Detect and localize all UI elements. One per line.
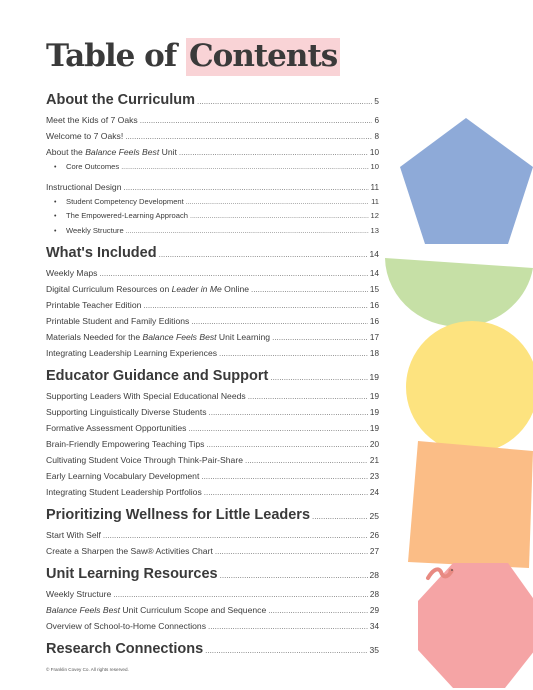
- toc-entry[interactable]: [46, 420, 379, 436]
- toc-entry-label: Instructional Design: [46, 181, 122, 192]
- toc-entry-label: Start With Self: [46, 530, 101, 540]
- page-number: 19: [369, 392, 379, 401]
- page-number: 11: [370, 182, 379, 192]
- dot-leader: [215, 544, 368, 560]
- toc-section-heading-label: About the Curriculum: [46, 92, 196, 108]
- toc-entry[interactable]: [46, 388, 379, 404]
- toc-entry[interactable]: [46, 543, 379, 559]
- toc-entry-label: Weekly Maps: [46, 268, 98, 278]
- toc-entry-label: Supporting Leaders With Special Educational Needs: [46, 391, 246, 401]
- toc-section-heading[interactable]: [46, 641, 379, 661]
- dot-leader: [143, 298, 368, 314]
- toc-subentry[interactable]: [46, 195, 379, 210]
- page-number: 14: [369, 249, 379, 259]
- bullet-icon: •: [54, 213, 57, 220]
- pink-octagon-shape: [418, 563, 533, 688]
- dot-leader: [268, 603, 368, 619]
- toc-section-heading-label: Unit Learning Resources: [46, 566, 218, 582]
- dot-leader: [103, 528, 368, 544]
- toc-entry-label: Materials Needed for the Balance Feels Best Unit Learning: [46, 332, 271, 342]
- page-number: 5: [374, 96, 379, 106]
- dot-leader: [251, 282, 368, 298]
- bullet-icon: •: [54, 198, 57, 206]
- worm-character: [428, 568, 454, 578]
- toc-entry-label: Printable Student and Family Editions: [46, 316, 190, 326]
- page-number: 24: [369, 488, 379, 497]
- page-number: 16: [369, 317, 379, 326]
- toc-entry[interactable]: [46, 436, 379, 452]
- toc-entry[interactable]: [46, 179, 379, 195]
- page-number: 17: [369, 333, 379, 342]
- toc-subentry-label: • Core Outcomes: [54, 160, 119, 176]
- toc-entry-label: Formative Assessment Opportunities: [46, 423, 187, 433]
- page-number: 19: [369, 372, 379, 382]
- page-number: 10: [369, 148, 379, 157]
- toc-entry[interactable]: [46, 329, 379, 345]
- page-number: 14: [369, 269, 379, 278]
- dot-leader: [208, 619, 368, 635]
- dot-leader: [209, 405, 368, 421]
- toc-section-heading[interactable]: [46, 507, 379, 527]
- title-highlight: Contents: [186, 38, 340, 76]
- toc-entry[interactable]: [46, 128, 379, 144]
- toc-entry-label: Brain-Friendly Empowering Teaching Tips: [46, 439, 205, 449]
- toc-section-heading-label: What's Included: [46, 245, 157, 261]
- toc-section-heading-label: Research Connections: [46, 641, 204, 657]
- dot-leader: [201, 469, 368, 485]
- toc-entry[interactable]: [46, 527, 379, 543]
- dot-leader: [113, 587, 368, 603]
- dot-leader: [140, 113, 373, 129]
- toc-entry[interactable]: [46, 144, 379, 160]
- page-number: 13: [370, 225, 379, 235]
- toc-subentry[interactable]: [46, 224, 379, 239]
- toc-entry[interactable]: [46, 452, 379, 468]
- page-number: 20: [369, 440, 379, 449]
- toc-entry-label: Digital Curriculum Resources on Leader in Me Online: [46, 284, 250, 294]
- toc-section-heading[interactable]: [46, 245, 379, 265]
- toc-entry[interactable]: [46, 618, 379, 634]
- toc-entry-label: Welcome to 7 Oaks!: [46, 131, 124, 141]
- dot-leader: [186, 196, 369, 211]
- page-number: 23: [369, 472, 379, 481]
- dot-leader: [191, 314, 368, 330]
- page-number: 34: [369, 622, 379, 631]
- page-number: 11: [371, 196, 379, 206]
- toc-entry[interactable]: [46, 484, 379, 500]
- green-half-circle-shape: [385, 258, 533, 327]
- toc-entry[interactable]: [46, 345, 379, 361]
- toc-entry[interactable]: [46, 602, 379, 618]
- yellow-circle-shape: [406, 321, 533, 453]
- toc-subentry[interactable]: [46, 160, 379, 175]
- page-number: 26: [369, 531, 379, 540]
- dot-leader: [179, 145, 368, 161]
- toc-entry-label: Supporting Linguistically Diverse Students: [46, 407, 207, 417]
- dot-leader: [205, 646, 367, 655]
- toc-section-heading-label: Prioritizing Wellness for Little Leaders: [46, 507, 311, 523]
- dot-leader: [272, 330, 368, 346]
- toc-entry-label: Weekly Structure: [46, 589, 112, 599]
- dot-leader: [125, 129, 372, 145]
- toc-entry[interactable]: [46, 313, 379, 329]
- toc-subentry-label: • Weekly Structure: [54, 224, 124, 240]
- dot-leader: [99, 266, 367, 282]
- toc-entry-label: Integrating Leadership Learning Experiences: [46, 348, 218, 358]
- title-prefix: Table of: [46, 38, 177, 74]
- dot-leader: [190, 210, 369, 225]
- dot-leader: [121, 161, 368, 176]
- dot-leader: [159, 250, 368, 259]
- toc-entry-label: Create a Sharpen the Saw® Activities Chart: [46, 546, 213, 556]
- page-number: 10: [370, 162, 379, 171]
- toc-entry[interactable]: [46, 297, 379, 313]
- toc-entry-label: Early Learning Vocabulary Development: [46, 471, 200, 481]
- bullet-icon: •: [54, 164, 57, 171]
- page-number: 18: [369, 349, 379, 358]
- page-number: 12: [370, 211, 379, 220]
- dot-leader: [220, 571, 368, 580]
- dot-leader: [248, 389, 368, 405]
- toc-entry[interactable]: [46, 112, 379, 128]
- dot-leader: [206, 437, 367, 453]
- orange-square-shape: [408, 441, 533, 568]
- toc-entry-label: Cultivating Student Voice Through Think-Pair-Share: [46, 455, 243, 465]
- toc-subentry-label: • The Empowered-Learning Approach: [54, 209, 188, 225]
- toc-entry[interactable]: [46, 265, 379, 281]
- page-number: 8: [374, 132, 379, 141]
- toc-subentry[interactable]: [46, 209, 379, 224]
- table-of-contents: [46, 92, 379, 661]
- page-number: 27: [369, 547, 379, 556]
- dot-leader: [219, 346, 368, 362]
- toc-entry-label: About the Balance Feels Best Unit: [46, 147, 177, 157]
- bullet-icon: •: [54, 227, 57, 235]
- toc-subentry-label: • Student Competency Development: [54, 195, 184, 211]
- toc-section-heading[interactable]: [46, 92, 379, 112]
- toc-entry-label: Balance Feels Best Unit Curriculum Scope and Sequence: [46, 605, 267, 615]
- page-number: 6: [374, 116, 379, 125]
- dot-leader: [245, 453, 368, 469]
- toc-entry-label: Overview of School-to-Home Connections: [46, 621, 207, 631]
- copyright-footer: © Franklin Covey Co. All rights reserved.: [46, 667, 129, 672]
- toc-entry-label: Meet the Kids of 7 Oaks: [46, 115, 138, 125]
- page-number: 29: [369, 606, 379, 615]
- page-number: 19: [369, 424, 379, 433]
- toc-entry-label: Printable Teacher Edition: [46, 300, 142, 310]
- toc-section-heading[interactable]: [46, 566, 379, 586]
- toc-entry[interactable]: [46, 281, 379, 297]
- toc-entry[interactable]: [46, 586, 379, 602]
- blue-pentagon-shape: [400, 118, 533, 244]
- dot-leader: [126, 225, 369, 240]
- page-number: 15: [369, 285, 379, 294]
- page-number: 28: [369, 570, 379, 580]
- toc-section-heading-label: Educator Guidance and Support: [46, 368, 269, 384]
- page-number: 35: [369, 645, 379, 655]
- page-number: 19: [369, 408, 379, 417]
- toc-section-heading[interactable]: [46, 368, 379, 388]
- page-number: 21: [369, 456, 379, 465]
- toc-entry[interactable]: [46, 468, 379, 484]
- toc-entry-label: Integrating Student Leadership Portfolios: [46, 487, 202, 497]
- page-title: [46, 38, 340, 74]
- dot-leader: [312, 512, 368, 521]
- page-number: 25: [369, 511, 379, 521]
- dot-leader: [270, 373, 367, 382]
- dot-leader: [204, 485, 368, 501]
- page-number: 28: [369, 590, 379, 599]
- dot-leader: [123, 180, 368, 196]
- page-number: 16: [369, 301, 379, 310]
- dot-leader: [197, 97, 372, 106]
- dot-leader: [188, 421, 367, 437]
- toc-entry[interactable]: [46, 404, 379, 420]
